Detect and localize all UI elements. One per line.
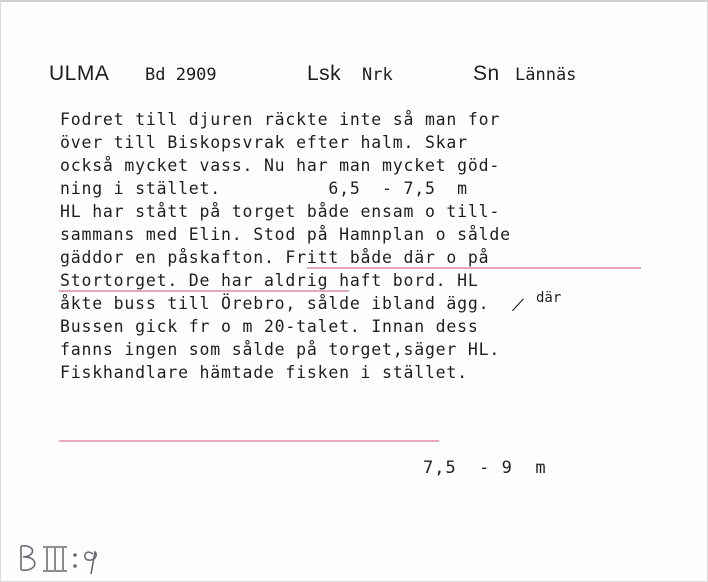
body-line: ning i stället. 6,5 - 7,5 m [60, 179, 468, 198]
highlight-underline [59, 290, 349, 292]
parish-value: Lännäs [515, 65, 577, 85]
body-line: Stortorget. De har aldrig haft bord. HL [60, 271, 479, 290]
highlight-underline [307, 267, 641, 269]
signature-icon [17, 542, 117, 574]
insertion-mark-icon: ⁄ [508, 291, 528, 320]
body-line: fanns ingen som sålde på torget,säger HL. [60, 340, 501, 359]
body-line: Fiskhandlare hämtade fisken i stället. [60, 363, 468, 382]
body-line: åkte buss till Örebro, sålde ibland ägg. [60, 294, 490, 313]
sn-label: Sn [473, 62, 500, 85]
province-value: Nrk [362, 65, 393, 85]
body-line: sammans med Elin. Stod på Hamnplan o sålde [60, 225, 511, 244]
highlight-underline [59, 440, 439, 442]
body-line: gäddor en påskafton. Fritt både där o på [60, 248, 490, 267]
body-line: Fodret till djuren räckte inte så man for [60, 110, 501, 129]
body-line: HL har stått på torget både ensam o till- [60, 202, 501, 221]
lsk-label: Lsk [307, 62, 342, 85]
range-value: 7,5 - 9 m [423, 458, 547, 478]
record-number: Bd 2909 [145, 65, 217, 85]
body-line: Bussen gick fr o m 20-talet. Innan dess [60, 317, 479, 336]
insertion-text: där [536, 290, 562, 306]
card-body [60, 108, 660, 384]
body-line: också mycket vass. Nu har man mycket göd- [60, 156, 501, 175]
handwritten-signature [17, 542, 117, 580]
body-line: över till Biskopsvrak efter halm. Skar [60, 133, 468, 152]
card-header [49, 62, 669, 92]
ulma-label: ULMA [49, 62, 110, 85]
